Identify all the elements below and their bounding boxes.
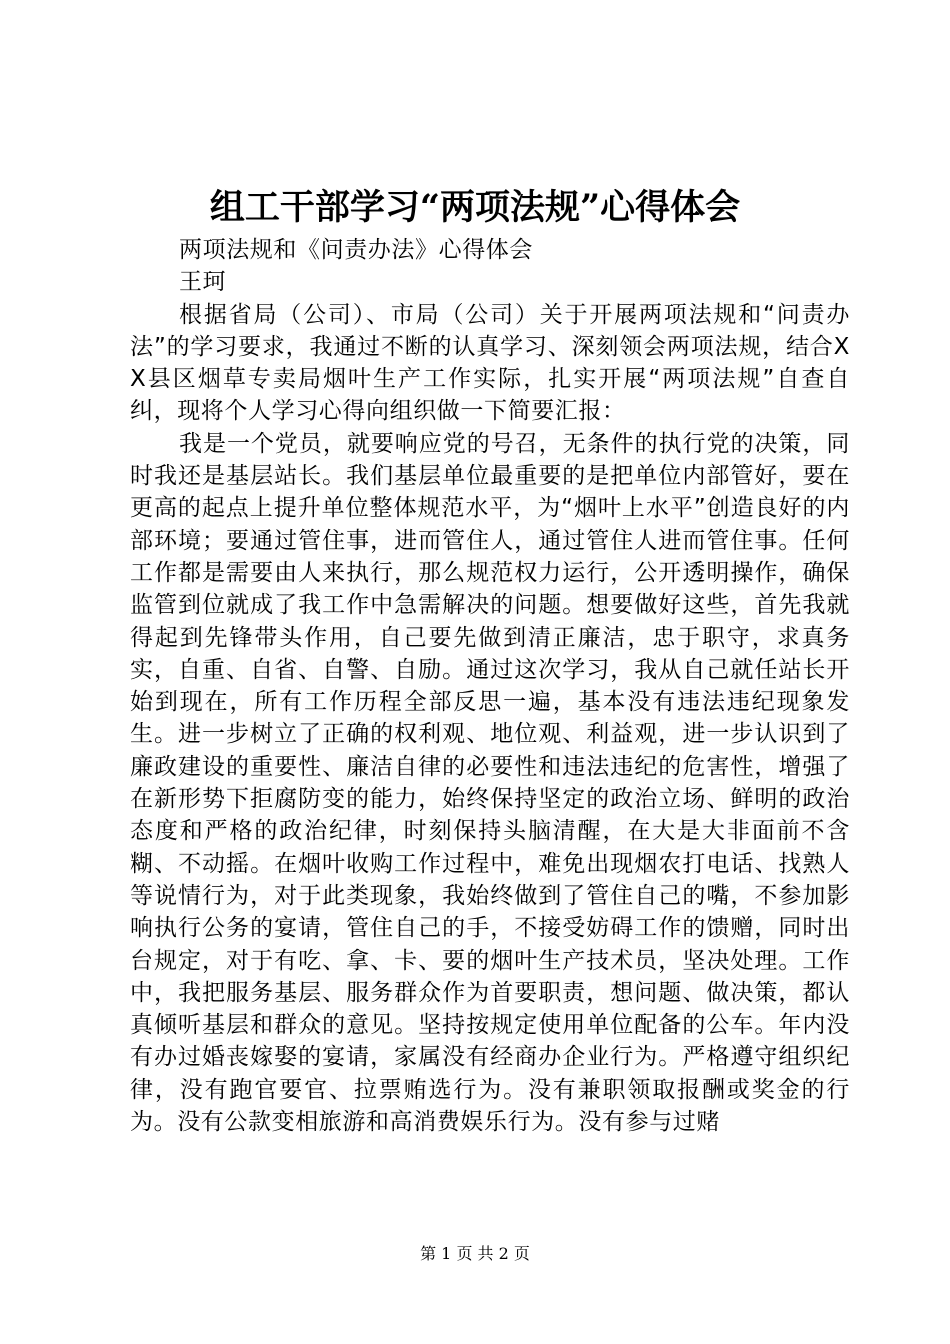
paragraph-intro: 根据省局（公司）、市局（公司）关于开展两项法规和“问责办法”的学习要求，我通过不断的认真学习、深刻领会两项法规，结合XX县区烟草专卖局烟叶生产工作实际，扎实开展“两项法规”自查自纠，现将个人学习心得向组织做一下简要汇报：: [130, 301, 850, 425]
document-title: 组工干部学习“两项法规”心得体会: [209, 187, 741, 228]
page-number: 第 1 页 共 2 页: [420, 1244, 530, 1263]
document-author: 王珂: [179, 269, 227, 296]
document-subtitle: 两项法规和《问责办法》心得体会: [179, 237, 533, 263]
document-body: [130, 234, 850, 1138]
page-footer: [0, 1241, 950, 1267]
paragraph-main: 我是一个党员，就要响应党的号召，无条件的执行党的决策，同时我还是基层站长。我们基层单位最重要的是把单位内部管好，要在更高的起点上提升单位整体规范水平，为“烟叶上水平”创造良好的内部环境；要通过管住事，进而管住人，通过管住人进而管住事。任何工作都是需要由人来执行，那么规范权力运行，公开透明操作，确保监管到位就成了我工作中急需解决的问题。想要做好这些，首先我就得起到先锋带头作用，自己要先做到清正廉洁，忠于职守，求真务实，自重、自省、自警、自励。通过这次学习，我从自己就任站长开始到现在，所有工作历程全部反思一遍，基本没有违法违纪现象发生。进一步树立了正确的权利观、地位观、利益观，进一步认识到了廉政建设的重要性、廉洁自律的必要性和违法违纪的危害性，增强了在新形势下拒腐防变的能力，始终保持坚定的政治立场、鲜明的政治态度和严格的政治纪律，时刻保持头脑清醒，在大是大非面前不含糊、不动摇。在烟叶收购工作过程中，难免出现烟农打电话、找熟人等说情行为，对于此类现象，我始终做到了管住自己的嘴，不参加影响执行公务的宴请，管住自己的手，不接受妨碍工作的馈赠，同时出台规定，对于有吃、拿、卡、要的烟叶生产技术员，坚决处理。工作中，我把服务基层、服务群众作为首要职责，想问题、做决策，都认真倾听基层和群众的意见。坚持按规定使用单位配备的公车。年内没有办过婚丧嫁娶的宴请，家属没有经商办企业行为。严格遵守组织纪律，没有跑官要官、拉票贿选行为。没有兼职领取报酬或奖金的行为。没有公款变相旅游和高消费娱乐行为。没有参与过赌: [130, 430, 850, 1136]
